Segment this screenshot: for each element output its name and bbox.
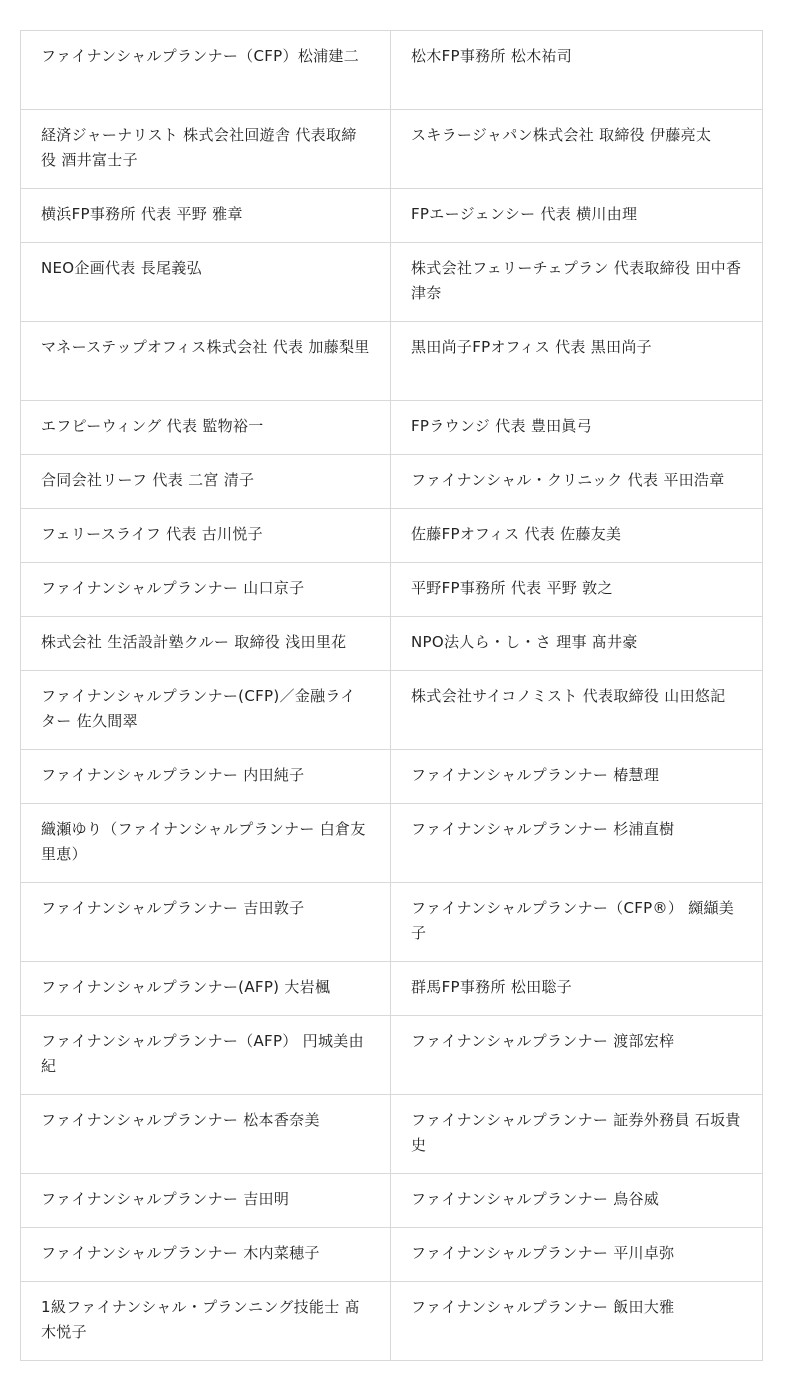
right-cell: 株式会社サイコノミスト 代表取締役 山田悠記 — [391, 671, 763, 750]
right-cell: ファイナンシャルプランナー 杉浦直樹 — [391, 804, 763, 883]
left-cell: ファイナンシャルプランナー(AFP) 大岩楓 — [21, 962, 391, 1016]
right-cell: ファイナンシャルプランナー 渡部宏梓 — [391, 1016, 763, 1095]
left-cell: ファイナンシャルプランナー 松本香奈美 — [21, 1095, 391, 1174]
left-cell: ファイナンシャルプランナー 山口京子 — [21, 563, 391, 617]
left-cell: ファイナンシャルプランナー 吉田敦子 — [21, 883, 391, 962]
left-cell: ファイナンシャルプランナー（CFP）松浦建二 — [21, 31, 391, 110]
left-cell: マネーステップオフィス株式会社 代表 加藤梨里 — [21, 322, 391, 401]
table-row — [21, 1016, 763, 1095]
table-row — [21, 189, 763, 243]
right-cell: ファイナンシャルプランナー 証券外務員 石坂貴史 — [391, 1095, 763, 1174]
right-cell: FPラウンジ 代表 豊田眞弓 — [391, 401, 763, 455]
table-row — [21, 671, 763, 750]
table-row — [21, 243, 763, 322]
left-cell: ファイナンシャルプランナー 木内菜穂子 — [21, 1228, 391, 1282]
table-row — [21, 110, 763, 189]
right-cell: ファイナンシャルプランナー 鳥谷威 — [391, 1174, 763, 1228]
table-row — [21, 509, 763, 563]
right-cell: 株式会社フェリーチェプラン 代表取締役 田中香津奈 — [391, 243, 763, 322]
table-row — [21, 401, 763, 455]
left-cell: エフピーウィング 代表 監物裕一 — [21, 401, 391, 455]
table-row — [21, 1174, 763, 1228]
table-row — [21, 563, 763, 617]
left-cell: ファイナンシャルプランナー 吉田明 — [21, 1174, 391, 1228]
right-cell: 松木FP事務所 松木祐司 — [391, 31, 763, 110]
right-cell: 黒田尚子FPオフィス 代表 黒田尚子 — [391, 322, 763, 401]
right-cell: ファイナンシャル・クリニック 代表 平田浩章 — [391, 455, 763, 509]
right-cell: FPエージェンシー 代表 横川由理 — [391, 189, 763, 243]
table-row — [21, 962, 763, 1016]
right-cell: ファイナンシャルプランナー 椿慧理 — [391, 750, 763, 804]
table-row — [21, 322, 763, 401]
left-cell: ファイナンシャルプランナー 内田純子 — [21, 750, 391, 804]
left-cell: 経済ジャーナリスト 株式会社回遊舎 代表取締役 酒井富士子 — [21, 110, 391, 189]
left-cell: NEO企画代表 長尾義弘 — [21, 243, 391, 322]
left-cell: ファイナンシャルプランナー（AFP） 円城美由紀 — [21, 1016, 391, 1095]
table-row — [21, 804, 763, 883]
left-cell: 合同会社リーフ 代表 二宮 清子 — [21, 455, 391, 509]
table-row — [21, 1095, 763, 1174]
right-cell: 平野FP事務所 代表 平野 敦之 — [391, 563, 763, 617]
supervisor-table — [20, 30, 763, 1361]
table-row — [21, 31, 763, 110]
right-cell: ファイナンシャルプランナー（CFP®） 纐纈美子 — [391, 883, 763, 962]
table-row — [21, 455, 763, 509]
left-cell: 1級ファイナンシャル・プランニング技能士 髙木悦子 — [21, 1282, 391, 1361]
left-cell: フェリースライフ 代表 古川悦子 — [21, 509, 391, 563]
table-row — [21, 883, 763, 962]
right-cell: ファイナンシャルプランナー 平川卓弥 — [391, 1228, 763, 1282]
table-row — [21, 750, 763, 804]
left-cell: 織瀬ゆり（ファイナンシャルプランナー 白倉友里恵） — [21, 804, 391, 883]
right-cell: NPO法人ら・し・さ 理事 髙井豪 — [391, 617, 763, 671]
table-row — [21, 1282, 763, 1361]
right-cell: 佐藤FPオフィス 代表 佐藤友美 — [391, 509, 763, 563]
table-row — [21, 617, 763, 671]
left-cell: ファイナンシャルプランナー(CFP)／金融ライター 佐久間翠 — [21, 671, 391, 750]
left-cell: 横浜FP事務所 代表 平野 雅章 — [21, 189, 391, 243]
table-row — [21, 1228, 763, 1282]
right-cell: 群馬FP事務所 松田聡子 — [391, 962, 763, 1016]
right-cell: ファイナンシャルプランナー 飯田大雅 — [391, 1282, 763, 1361]
left-cell: 株式会社 生活設計塾クルー 取締役 浅田里花 — [21, 617, 391, 671]
right-cell: スキラージャパン株式会社 取締役 伊藤亮太 — [391, 110, 763, 189]
